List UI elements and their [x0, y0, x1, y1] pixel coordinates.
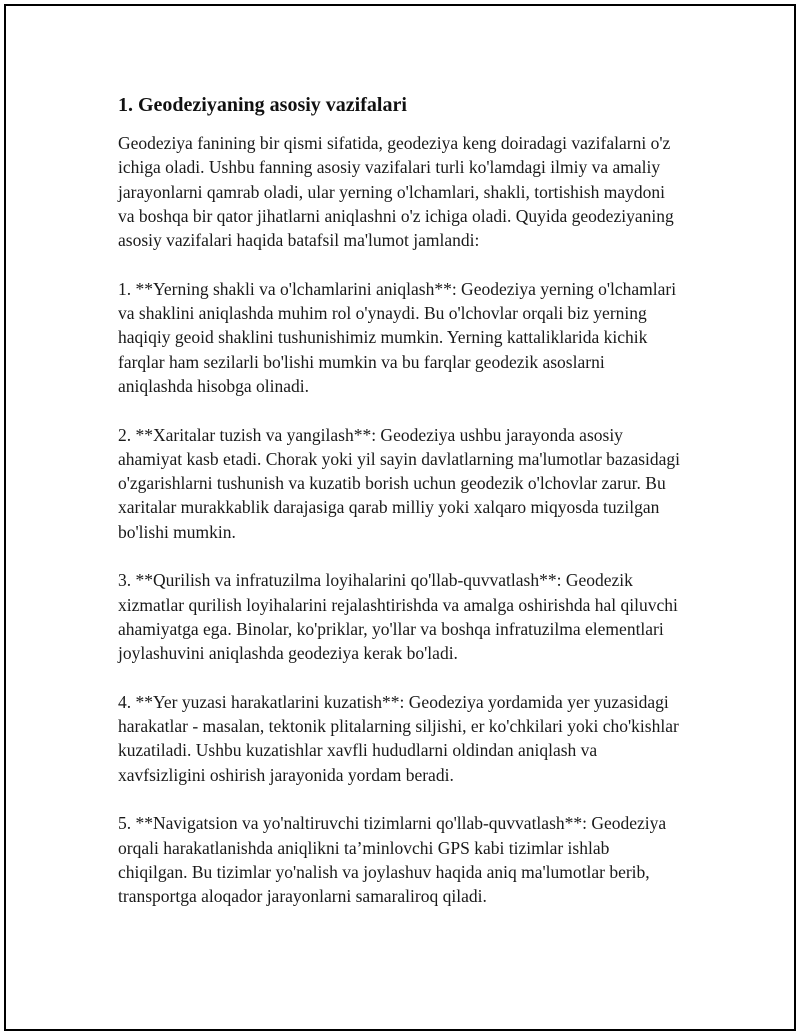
- list-item-5: 5. **Navigatsion va yo'naltiruvchi tizimlarni qo'llab-quvvatlash**: Geodeziya orqali harakatlanishda aniqlikni ta’minlovchi GPS kabi tizimlar ishlab chiqilgan. Bu tizimlar yo'nalish va joylashuv haqida aniq ma'lumotlar berib, transportga aloqador jarayonlarni samaraliroq qiladi.: [118, 813, 667, 907]
- list-item-4: 4. **Yer yuzasi harakatlarini kuzatish**: Geodeziya yordamida yer yuzasidagi harakatlar - masalan, tektonik plitalarning siljishi, er ko'chkilari yoki cho'kishlar kuzatiladi. Ushbu kuzatishlar xavfli hududlarni oldindan aniqlash va xavfsizligini oshirish jarayonida yordam beradi.: [118, 691, 679, 785]
- list-item-1: 1. **Yerning shakli va o'lchamlarini aniqlash**: Geodeziya yerning o'lchamlari va shaklini aniqlashda muhim rol o'ynaydi. Bu o'lchovlar orqali biz yerning haqiqiy geoid shaklini tushunishimiz mumkin. Yerning kattaliklarida kichik farqlar ham sezilarli bo'lishi mumkin va bu farqlar geodezik asoslarni aniqlashda hisobga olinadi.: [118, 278, 677, 396]
- section-heading: 1. Geodeziyaning asosiy vazifalari: [118, 94, 407, 116]
- list-item-3: 3. **Qurilish va infratuzilma loyihalarini qo'llab-quvvatlash**: Geodezik xizmatlar qurilish loyihalarini rejalashtirishda va amalga oshirishda hal qiluvchi ahamiyatga ega. Binolar, ko'priklar, yo'llar va boshqa infratuzilma elementlari joylashuvini aniqlashda geodeziya kerak bo'ladi.: [118, 570, 678, 664]
- intro-paragraph: Geodeziya fanining bir qismi sifatida, geodeziya keng doiradagi vazifalarni o'z ichiga oladi. Ushbu fanning asosiy vazifalari turli ko'lamdagi ilmiy va amaliy jarayonlarni qamrab oladi, ular yerning o'lchamlari, shakli, tortishish maydoni va boshqa bir qator jihatlarni aniqlashni o'z ichiga oladi. Quyida geodeziyaning asosiy vazifalari haqida batafsil ma'lumot jamlandi:: [118, 133, 674, 251]
- document-body: [118, 92, 683, 909]
- list-item-2: 2. **Xaritalar tuzish va yangilash**: Geodeziya ushbu jarayonda asosiy ahamiyat kasb etadi. Chorak yoki yil sayin davlatlarning ma'lumotlar bazasidagi o'zgarishlarni tushunish va kuzatib borish uchun geodezik o'lchovlar zarur. Bu xaritalar murakkablik darajasiga qarab milliy yoki xalqaro miqyosda tuzilgan bo'lishi mumkin.: [118, 424, 681, 542]
